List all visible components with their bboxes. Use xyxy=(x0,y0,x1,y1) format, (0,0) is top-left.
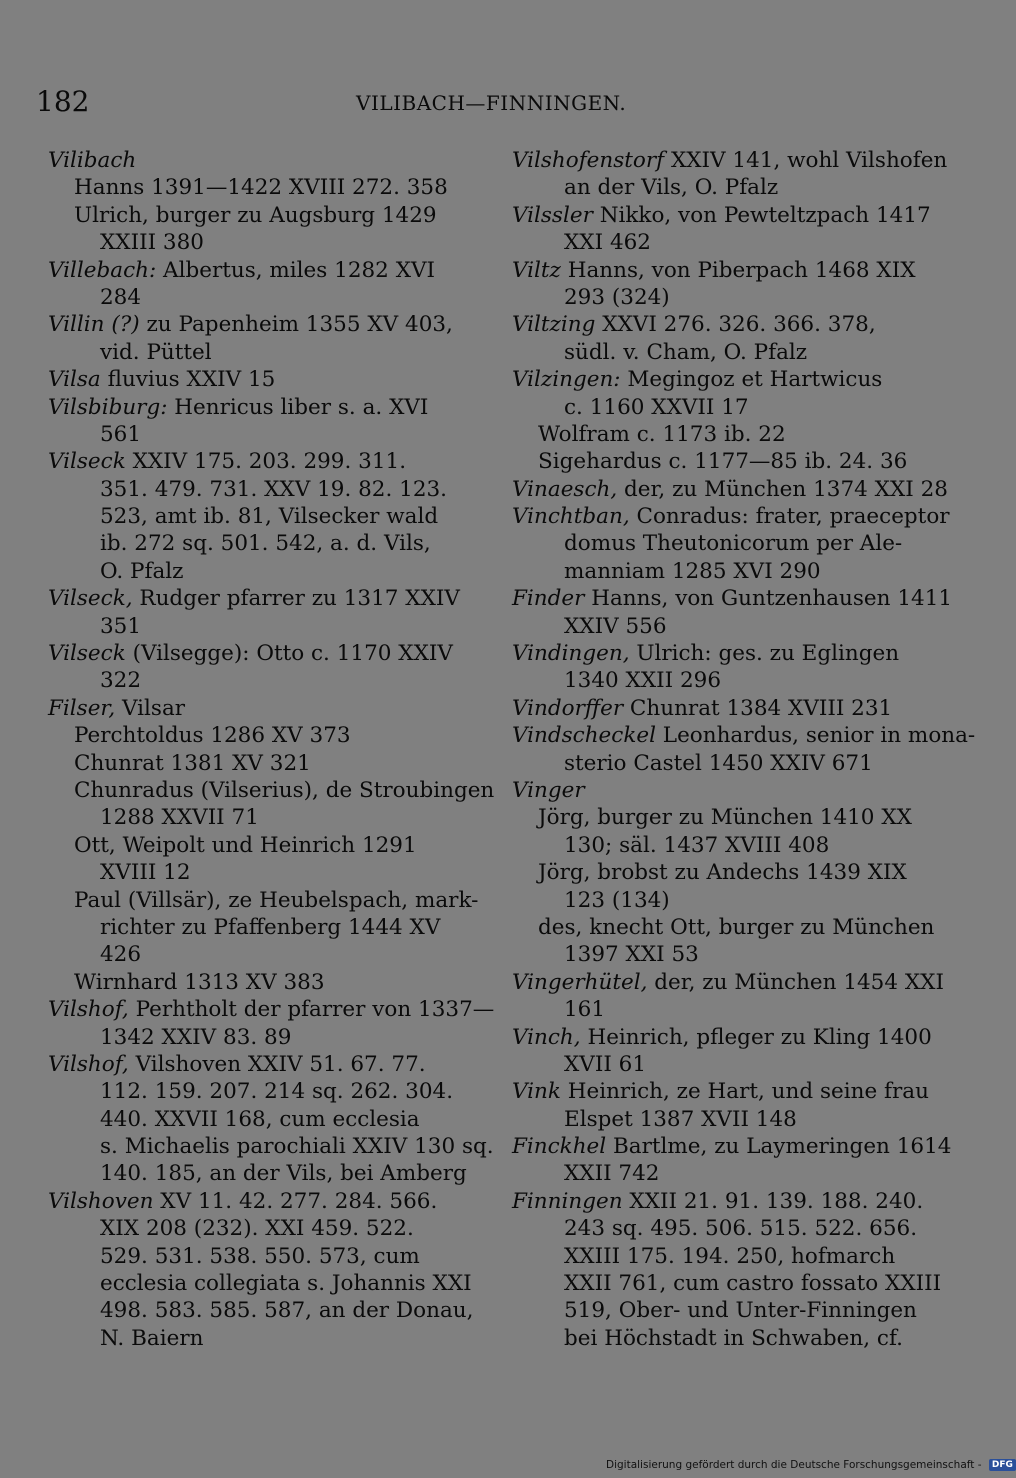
index-keyword: Viltz xyxy=(512,257,561,283)
index-keyword: Vindorffer xyxy=(512,695,624,721)
index-entry-line xyxy=(48,448,472,475)
index-entry-line xyxy=(48,147,472,174)
index-keyword: Filser, xyxy=(48,695,116,721)
index-entry-line xyxy=(512,722,976,749)
index-reference-text: Henricus liber s. a. XVI xyxy=(167,394,429,420)
index-subentry-line xyxy=(48,503,472,530)
index-subentry-line xyxy=(512,667,932,694)
index-subentry-line xyxy=(48,859,472,886)
index-keyword: Vinchtban, xyxy=(512,504,630,530)
index-reference-text: 440. XXVII 168, cum ecclesia xyxy=(100,1106,420,1132)
index-keyword: Vingerhütel, xyxy=(512,969,648,995)
index-reference-text: XXI 462 xyxy=(564,230,651,256)
index-reference-text: 112. 159. 207. 214 sq. 262. 304. xyxy=(100,1079,454,1105)
index-subentry-line xyxy=(48,284,472,311)
index-reference-text: XXIII 380 xyxy=(100,230,204,256)
index-keyword: Vink xyxy=(512,1079,561,1105)
index-reference-text: 426 xyxy=(100,942,142,968)
index-subentry-line xyxy=(512,887,932,914)
index-reference-text: Heinrich, pfleger zu Kling 1400 xyxy=(580,1024,932,1050)
index-keyword: Finder xyxy=(512,586,585,612)
index-reference-text: XXIV 556 xyxy=(564,613,667,639)
index-reference-text: XXII 742 xyxy=(564,1161,660,1187)
index-keyword: Vindingen, xyxy=(512,641,630,667)
index-entry-line xyxy=(512,503,950,530)
index-reference-text: sterio Castel 1450 XXIV 671 xyxy=(564,750,873,776)
index-entry-line xyxy=(48,1051,472,1078)
index-subentry-line xyxy=(512,941,932,968)
index-subentry-line xyxy=(48,421,472,448)
index-subentry-line xyxy=(512,750,932,777)
index-reference-text: 561 xyxy=(100,421,142,447)
index-subentry-line xyxy=(48,969,472,996)
index-keyword: Vilssler xyxy=(512,202,593,228)
index-subentry-line xyxy=(512,613,932,640)
index-reference-text: Albertus, miles 1282 XVI xyxy=(156,257,436,283)
index-subentry-line xyxy=(512,1243,932,1270)
index-reference-text: XXII 21. 91. 139. 188. 240. xyxy=(622,1188,924,1214)
index-entry-line xyxy=(512,257,932,284)
index-reference-text: Conradus: frater, praeceptor xyxy=(629,504,950,530)
index-keyword: Vinch, xyxy=(512,1024,581,1050)
index-entry-line xyxy=(48,366,472,393)
index-reference-text: ecclesia collegiata s. Johannis XXI xyxy=(100,1271,472,1297)
index-subentry-line xyxy=(48,832,472,859)
right-column xyxy=(512,147,976,1352)
index-reference-text: N. Baiern xyxy=(100,1325,204,1351)
index-reference-text: XXIV 175. 203. 299. 311. xyxy=(125,449,407,475)
index-subentry-line xyxy=(48,1024,472,1051)
index-reference-text: Hanns 1391—1422 XVIII 272. 358 xyxy=(74,175,448,201)
index-subentry-line xyxy=(512,914,935,941)
index-entry-line xyxy=(512,1078,932,1105)
index-reference-text: XVIII 12 xyxy=(100,860,191,886)
index-entry-line xyxy=(512,147,948,174)
index-reference-text: c. 1160 XXVII 17 xyxy=(564,394,749,420)
index-reference-text: XXII 761, cum castro fossato XXIII xyxy=(564,1271,942,1297)
index-reference-text: 1288 XXVII 71 xyxy=(100,805,259,831)
index-reference-text: Chunrat 1381 XV 321 xyxy=(74,750,311,776)
index-subentry-line xyxy=(48,887,479,914)
index-reference-text: Sigehardus c. 1177—85 ib. 24. 36 xyxy=(538,449,908,475)
index-reference-text: richter zu Pfaffenberg 1444 XV xyxy=(100,914,441,940)
index-reference-text: O. Pfalz xyxy=(100,558,184,584)
index-reference-text: zu Papenheim 1355 XV 403, xyxy=(139,312,453,338)
index-subentry-line xyxy=(48,750,472,777)
index-reference-text: Megingoz et Hartwicus xyxy=(620,367,883,393)
index-subentry-line xyxy=(512,339,932,366)
index-keyword: Villebach: xyxy=(48,257,157,283)
index-entry-line xyxy=(48,585,472,612)
index-entry-line xyxy=(512,311,932,338)
index-reference-text: Hanns, von Piberpach 1468 XIX xyxy=(560,257,916,283)
index-subentry-line xyxy=(48,339,472,366)
index-subentry-line xyxy=(512,1270,942,1297)
index-subentry-line xyxy=(48,941,472,968)
index-subentry-line xyxy=(48,1106,472,1133)
index-reference-text: Vilsar xyxy=(115,695,186,721)
index-subentry-line xyxy=(48,530,472,557)
index-reference-text: 243 sq. 495. 506. 515. 522. 656. xyxy=(564,1216,918,1242)
index-reference-text: 529. 531. 538. 550. 573, cum xyxy=(100,1243,420,1269)
index-reference-text: Hanns, von Guntzenhausen 1411 xyxy=(584,586,953,612)
index-reference-text: 1397 XXI 53 xyxy=(564,942,699,968)
index-subentry-line xyxy=(512,558,932,585)
index-subentry-line xyxy=(512,174,932,201)
index-entry-line xyxy=(512,1188,932,1215)
funding-note: Digitalisierung gefördert durch die Deutsche Forschungsgemeinschaft - xyxy=(606,1459,982,1471)
index-subentry-line xyxy=(48,229,472,256)
index-entry-line xyxy=(512,1133,952,1160)
index-reference-text: 351. 479. 731. XXV 19. 82. 123. xyxy=(100,476,448,502)
index-entry-line xyxy=(512,1024,932,1051)
index-subentry-line xyxy=(512,832,932,859)
index-reference-text: Ott, Weipolt und Heinrich 1291 xyxy=(74,832,417,858)
running-title: VILIBACH—FINNINGEN. xyxy=(356,91,627,115)
index-keyword: Vilibach xyxy=(48,148,137,173)
index-reference-text: Paul (Villsär), ze Heubelspach, mark- xyxy=(74,887,479,913)
index-keyword: Vilzingen: xyxy=(512,367,621,393)
index-reference-text: 351 xyxy=(100,613,142,639)
funding-footer xyxy=(606,1457,1013,1473)
index-reference-text: XXIII 175. 194. 250, hofmarch xyxy=(564,1243,896,1269)
index-reference-text: vid. Püttel xyxy=(100,339,212,365)
index-reference-text: 523, amt ib. 81, Vilsecker wald xyxy=(100,504,439,530)
index-subentry-line xyxy=(48,777,495,804)
index-reference-text: 322 xyxy=(100,668,142,694)
index-reference-text: 293 (324) xyxy=(564,284,670,310)
index-reference-text: Ulrich: ges. zu Eglingen xyxy=(629,641,900,667)
index-reference-text: (Vilsegge): Otto c. 1170 XXIV xyxy=(125,641,453,667)
index-subentry-line xyxy=(512,229,932,256)
index-subentry-line xyxy=(48,174,472,201)
index-subentry-line xyxy=(48,1078,472,1105)
index-entry-line xyxy=(48,257,472,284)
dfg-logo: DFG xyxy=(989,1459,1016,1471)
index-subentry-line xyxy=(512,1106,932,1133)
index-subentry-line xyxy=(48,476,472,503)
index-entry-line xyxy=(512,476,948,503)
index-reference-text: XXVI 276. 326. 366. 378, xyxy=(595,312,876,338)
index-reference-text: 1340 XXII 296 xyxy=(564,668,722,694)
index-reference-text: 123 (134) xyxy=(564,887,670,913)
index-subentry-line xyxy=(512,530,932,557)
index-reference-text: domus Theutonicorum per Ale- xyxy=(564,531,903,557)
index-subentry-line xyxy=(48,1297,472,1324)
index-keyword: Vilseck xyxy=(48,449,126,475)
index-subentry-line xyxy=(512,421,932,448)
index-reference-text: bei Höchstadt in Schwaben, cf. xyxy=(564,1325,903,1351)
index-subentry-line xyxy=(48,1215,472,1242)
index-subentry-line xyxy=(48,558,472,585)
index-keyword: Vinaesch, xyxy=(512,476,618,502)
index-entry-line xyxy=(512,640,932,667)
index-reference-text: Rudger pfarrer zu 1317 XXIV xyxy=(132,586,460,612)
index-subentry-line xyxy=(48,613,472,640)
index-subentry-line xyxy=(48,722,472,749)
index-reference-text: Ulrich, burger zu Augsburg 1429 xyxy=(74,202,437,228)
index-entry-line xyxy=(512,777,932,804)
index-keyword: Vindscheckel xyxy=(512,723,656,749)
index-subentry-line xyxy=(48,202,472,229)
index-keyword: Vinger xyxy=(512,777,585,803)
index-entry-line xyxy=(512,969,944,996)
index-reference-text: des, knecht Ott, burger zu München xyxy=(538,914,935,940)
index-entry-line xyxy=(48,996,495,1023)
index-reference-text: südl. v. Cham, O. Pfalz xyxy=(564,339,808,365)
index-reference-text: manniam 1285 XVI 290 xyxy=(564,558,821,584)
index-reference-text: an der Vils, O. Pfalz xyxy=(564,175,779,201)
index-reference-text: Vilshoven XXIV 51. 67. 77. xyxy=(128,1051,426,1077)
index-subentry-line xyxy=(48,914,472,941)
index-reference-text: Leonhardus, senior in mona- xyxy=(655,723,976,749)
index-reference-text: der, zu München 1454 XXI xyxy=(647,969,944,995)
left-column xyxy=(48,147,495,1352)
index-reference-text: 498. 583. 585. 587, an der Donau, xyxy=(100,1298,474,1324)
page-header xyxy=(0,86,1000,122)
index-keyword: Finningen xyxy=(512,1188,623,1214)
index-reference-text: XVII 61 xyxy=(564,1051,647,1077)
index-reference-text: Wirnhard 1313 XV 383 xyxy=(74,969,325,995)
index-subentry-line xyxy=(512,804,932,831)
index-keyword: Vilseck xyxy=(48,641,126,667)
index-entry-line xyxy=(512,585,953,612)
index-subentry-line xyxy=(512,996,932,1023)
index-subentry-line xyxy=(512,284,932,311)
index-entry-line xyxy=(48,311,472,338)
index-reference-text: Perhtholt der pfarrer von 1337— xyxy=(128,997,495,1023)
index-reference-text: 161 xyxy=(564,997,606,1023)
index-subentry-line xyxy=(48,804,472,831)
index-subentry-line xyxy=(512,1051,932,1078)
index-entry-line xyxy=(48,394,472,421)
index-keyword: Villin (?) xyxy=(48,312,140,338)
index-keyword: Vilsa xyxy=(48,367,101,393)
index-reference-text: Elspet 1387 XVII 148 xyxy=(564,1106,797,1132)
index-entry-line xyxy=(512,202,932,229)
index-reference-text: s. Michaelis parochiali XXIV 130 sq. xyxy=(100,1134,494,1160)
index-subentry-line xyxy=(48,1160,472,1187)
index-subentry-line xyxy=(512,1215,932,1242)
index-reference-text: Bartlme, zu Laymeringen 1614 xyxy=(606,1134,952,1160)
index-reference-text: Perchtoldus 1286 XV 373 xyxy=(74,723,351,749)
index-keyword: Vilshof, xyxy=(48,997,129,1023)
index-keyword: Vilshof, xyxy=(48,1051,129,1077)
index-keyword: Vilshofenstorf xyxy=(512,148,665,173)
index-reference-text: Jörg, burger zu München 1410 XX xyxy=(538,805,912,831)
index-subentry-line xyxy=(512,859,932,886)
index-reference-text: der, zu München 1374 XXI 28 xyxy=(617,476,948,502)
index-reference-text: ib. 272 sq. 501. 542, a. d. Vils, xyxy=(100,531,431,557)
index-keyword: Vilseck, xyxy=(48,586,133,612)
index-reference-text: Nikko, von Pewteltzpach 1417 xyxy=(592,202,931,228)
index-reference-text: Wolfram c. 1173 ib. 22 xyxy=(538,421,786,447)
index-keyword: Finckhel xyxy=(512,1134,607,1160)
index-entry-line xyxy=(48,1188,472,1215)
index-subentry-line xyxy=(48,1243,472,1270)
index-subentry-line xyxy=(48,1133,494,1160)
index-subentry-line xyxy=(48,1325,472,1352)
index-reference-text: fluvius XXIV 15 xyxy=(100,367,276,393)
index-subentry-line xyxy=(512,1325,932,1352)
index-reference-text: XV 11. 42. 277. 284. 566. xyxy=(153,1188,438,1214)
index-reference-text: Chunrat 1384 XVIII 231 xyxy=(623,695,893,721)
index-reference-text: 130; säl. 1437 XVIII 408 xyxy=(564,832,830,858)
index-keyword: Vilsbiburg: xyxy=(48,394,168,420)
index-reference-text: Heinrich, ze Hart, und seine frau xyxy=(560,1079,929,1105)
page-number: 182 xyxy=(36,85,90,118)
index-reference-text: 519, Ober- und Unter-Finningen xyxy=(564,1298,917,1324)
index-subentry-line xyxy=(512,1160,932,1187)
index-entry-line xyxy=(48,640,472,667)
index-keyword: Vilshoven xyxy=(48,1188,154,1214)
index-reference-text: 284 xyxy=(100,284,142,310)
index-reference-text: XXIV 141, wohl Vilshofen xyxy=(664,148,948,173)
index-reference-text: 1342 XXIV 83. 89 xyxy=(100,1024,292,1050)
index-subentry-line xyxy=(512,448,932,475)
index-keyword: Viltzing xyxy=(512,312,596,338)
index-reference-text: XIX 208 (232). XXI 459. 522. xyxy=(100,1216,414,1242)
index-subentry-line xyxy=(48,1270,472,1297)
index-reference-text: 140. 185, an der Vils, bei Amberg xyxy=(100,1161,467,1187)
index-entry-line xyxy=(48,695,472,722)
index-entry-line xyxy=(512,695,932,722)
index-subentry-line xyxy=(512,394,932,421)
index-entry-line xyxy=(512,366,932,393)
index-reference-text: Chunradus (Vilserius), de Stroubingen xyxy=(74,777,495,803)
index-subentry-line xyxy=(48,667,472,694)
index-subentry-line xyxy=(512,1297,932,1324)
index-reference-text: Jörg, brobst zu Andechs 1439 XIX xyxy=(538,860,907,886)
